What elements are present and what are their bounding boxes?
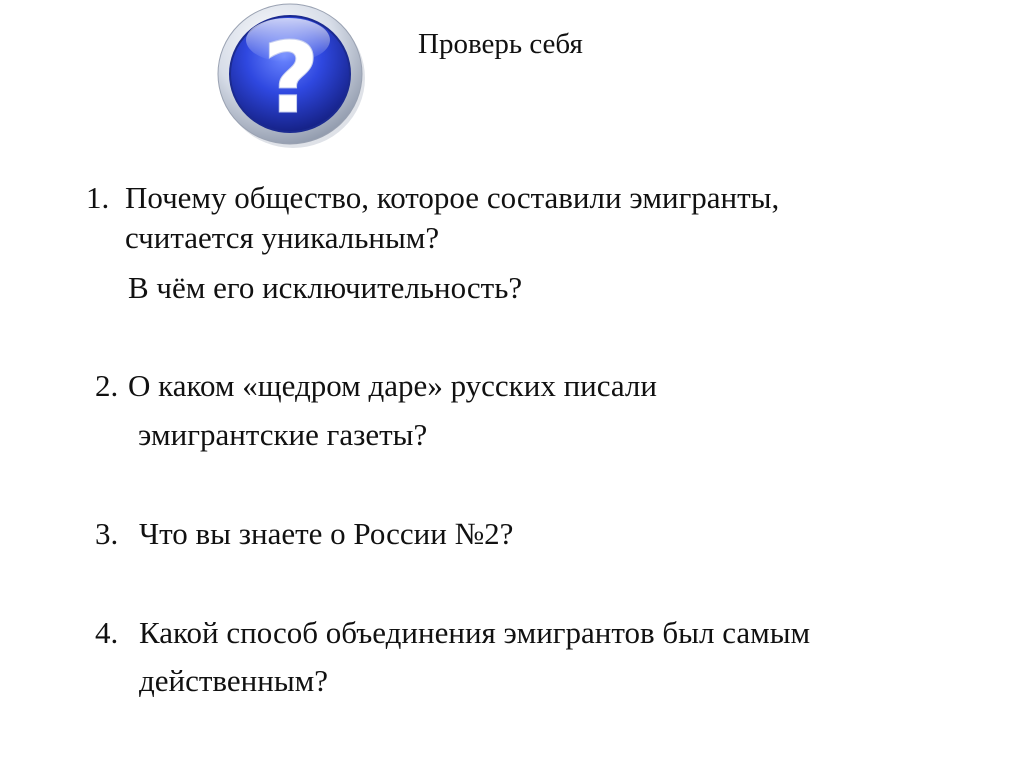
question-number-3: 3. — [95, 516, 119, 551]
question-1-line-1: Почему общество, которое составили эмигранты, — [125, 180, 780, 215]
question-3-line-1: Что вы знаете о России №2? — [139, 516, 514, 551]
svg-text:?: ? — [262, 22, 320, 136]
question-number-2: 2. — [95, 368, 119, 403]
question-1-line-3: В чём его исключительность? — [128, 270, 523, 305]
question-4-line-2: действенным? — [139, 663, 329, 698]
slide-title: Проверь себя — [418, 28, 583, 60]
question-number-4: 4. — [95, 615, 119, 650]
question-4-line-1: Какой способ объединения эмигрантов был самым — [139, 615, 811, 650]
question-1-line-2: считается уникальным? — [125, 220, 440, 255]
question-2-line-2: эмигрантские газеты? — [138, 417, 428, 452]
question-2-line-1: О каком «щедром даре» русских писали — [128, 368, 657, 403]
question-help-icon — [214, 0, 368, 150]
question-number-1: 1. — [86, 180, 110, 215]
